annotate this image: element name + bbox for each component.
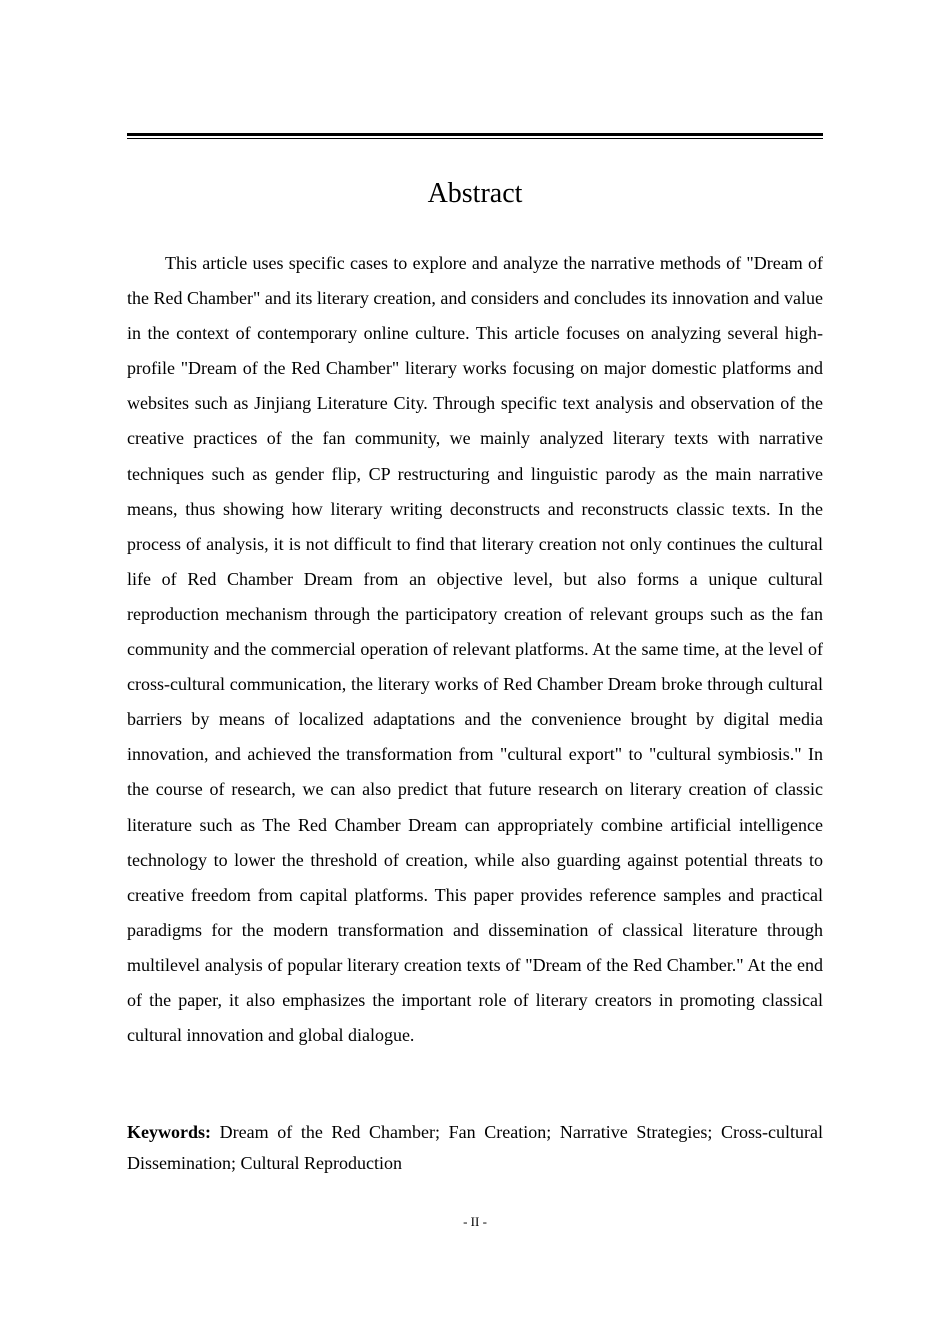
- keywords-label: Keywords:: [127, 1122, 211, 1142]
- abstract-body: This article uses specific cases to explore and analyze the narrative methods of "Dream of the Red Chamber" and its literary creation, and considers and concludes its innovation and value in the context of contemporary online culture. This article focuses on analyzing several high-profile "Dream of the Red Chamber" literary works focusing on major domestic platforms and websites such as Jinjiang Literature City. Through specific text analysis and observation of the creative practices of the fan community, we mainly analyzed literary texts with narrative techniques such as gender flip, CP restructuring and linguistic parody as the main narrative means, thus showing how literary writing deconstructs and reconstructs classic texts. In the process of analysis, it is not difficult to find that literary creation not only continues the cultural life of Red Chamber Dream from an objective level, but also forms a unique cultural reproduction mechanism through the participatory creation of relevant groups such as the fan community and the commercial operation of relevant platforms. At the same time, at the level of cross-cultural communication, the literary works of Red Chamber Dream broke through cultural barriers by means of localized adaptations and the convenience brought by digital media innovation, and achieved the transformation from "cultural export" to "cultural symbiosis." In the course of research, we can also predict that future research on literary creation of classic literature such as The Red Chamber Dream can appropriately combine artificial intelligence technology to lower the threshold of creation, while also guarding against potential threats to creative freedom from capital platforms. This paper provides reference samples and practical paradigms for the modern transformation and dissemination of classical literature through multilevel analysis of popular literary creation texts of "Dream of the Red Chamber." At the end of the paper, it also emphasizes the important role of literary creators in promoting classical cultural innovation and global dialogue.: [127, 253, 823, 1046]
- abstract-title: Abstract: [427, 178, 523, 209]
- header-double-rule: [127, 133, 823, 139]
- header-rule-thin-line: [127, 138, 823, 139]
- header-rule-thick-line: [127, 133, 823, 136]
- keywords-text: Dream of the Red Chamber; Fan Creation; Narrative Strategies; Cross-cultural Dissemination; Cultural Reproduction: [127, 1122, 823, 1173]
- keywords-paragraph: [127, 1117, 823, 1179]
- page-number: - II -: [463, 1214, 487, 1229]
